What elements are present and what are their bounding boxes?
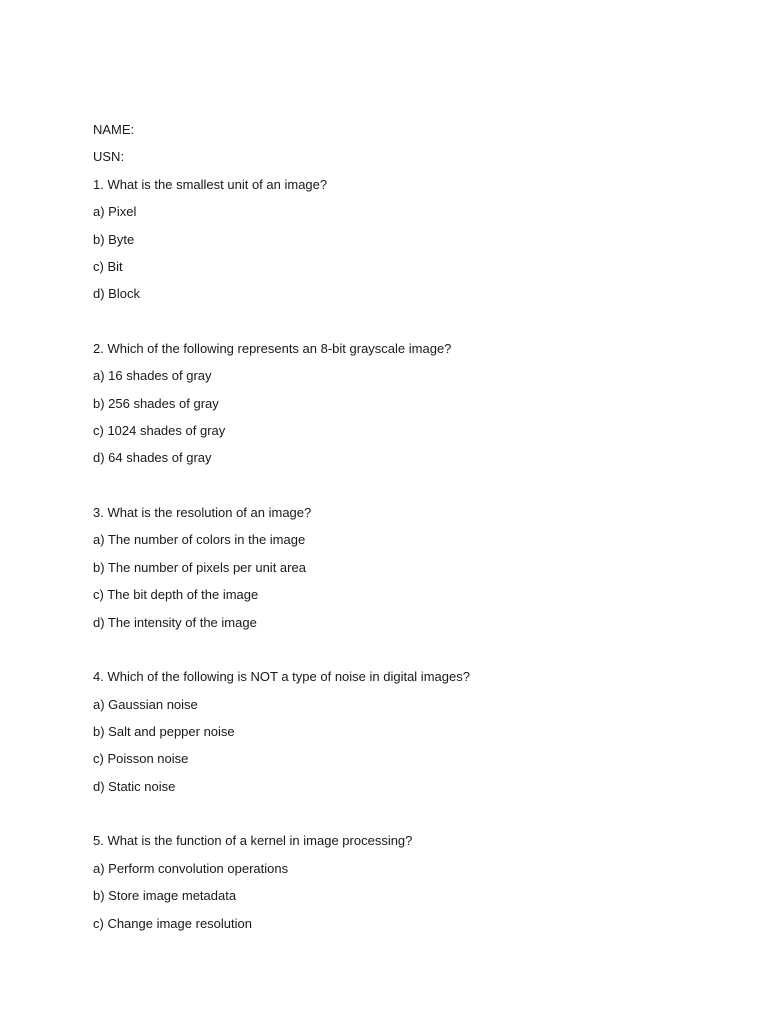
option-b: b) The number of pixels per unit area: [93, 559, 306, 575]
option-a: a) 16 shades of gray: [93, 368, 212, 384]
option-c: c) 1024 shades of gray: [93, 423, 226, 439]
question-block-5: [93, 827, 733, 937]
spacer: [93, 308, 733, 335]
option-a: a) The number of colors in the image: [93, 532, 306, 548]
question-text: 3. What is the resolution of an image?: [93, 505, 312, 521]
question-block-3: [93, 499, 733, 636]
option-d: d) Block: [93, 286, 140, 302]
option-b: b) 256 shades of gray: [93, 395, 219, 411]
spacer: [93, 636, 733, 663]
option-a: a) Pixel: [93, 204, 137, 220]
question-text: 1. What is the smallest unit of an image?: [93, 176, 328, 192]
question-block-2: [93, 335, 733, 472]
usn-label: USN:: [93, 149, 125, 165]
quiz-document: [93, 116, 733, 937]
question-block-1: [93, 171, 733, 308]
option-c: c) Change image resolution: [93, 915, 252, 931]
option-b: b) Store image metadata: [93, 888, 237, 904]
option-a: a) Perform convolution operations: [93, 860, 289, 876]
option-b: b) Byte: [93, 231, 135, 247]
option-c: c) Bit: [93, 258, 123, 274]
spacer: [93, 472, 733, 499]
option-d: d) Static noise: [93, 778, 176, 794]
option-d: d) 64 shades of gray: [93, 450, 212, 466]
option-d: d) The intensity of the image: [93, 614, 257, 630]
spacer: [93, 800, 733, 827]
option-c: c) The bit depth of the image: [93, 587, 259, 603]
question-text: 4. Which of the following is NOT a type of noise in digital images?: [93, 669, 470, 685]
question-block-4: [93, 663, 733, 800]
question-text: 5. What is the function of a kernel in image processing?: [93, 833, 413, 849]
option-c: c) Poisson noise: [93, 751, 189, 767]
question-text: 2. Which of the following represents an 8-bit grayscale image?: [93, 340, 452, 356]
option-b: b) Salt and pepper noise: [93, 723, 235, 739]
option-a: a) Gaussian noise: [93, 696, 198, 712]
name-label: NAME:: [93, 122, 135, 137]
